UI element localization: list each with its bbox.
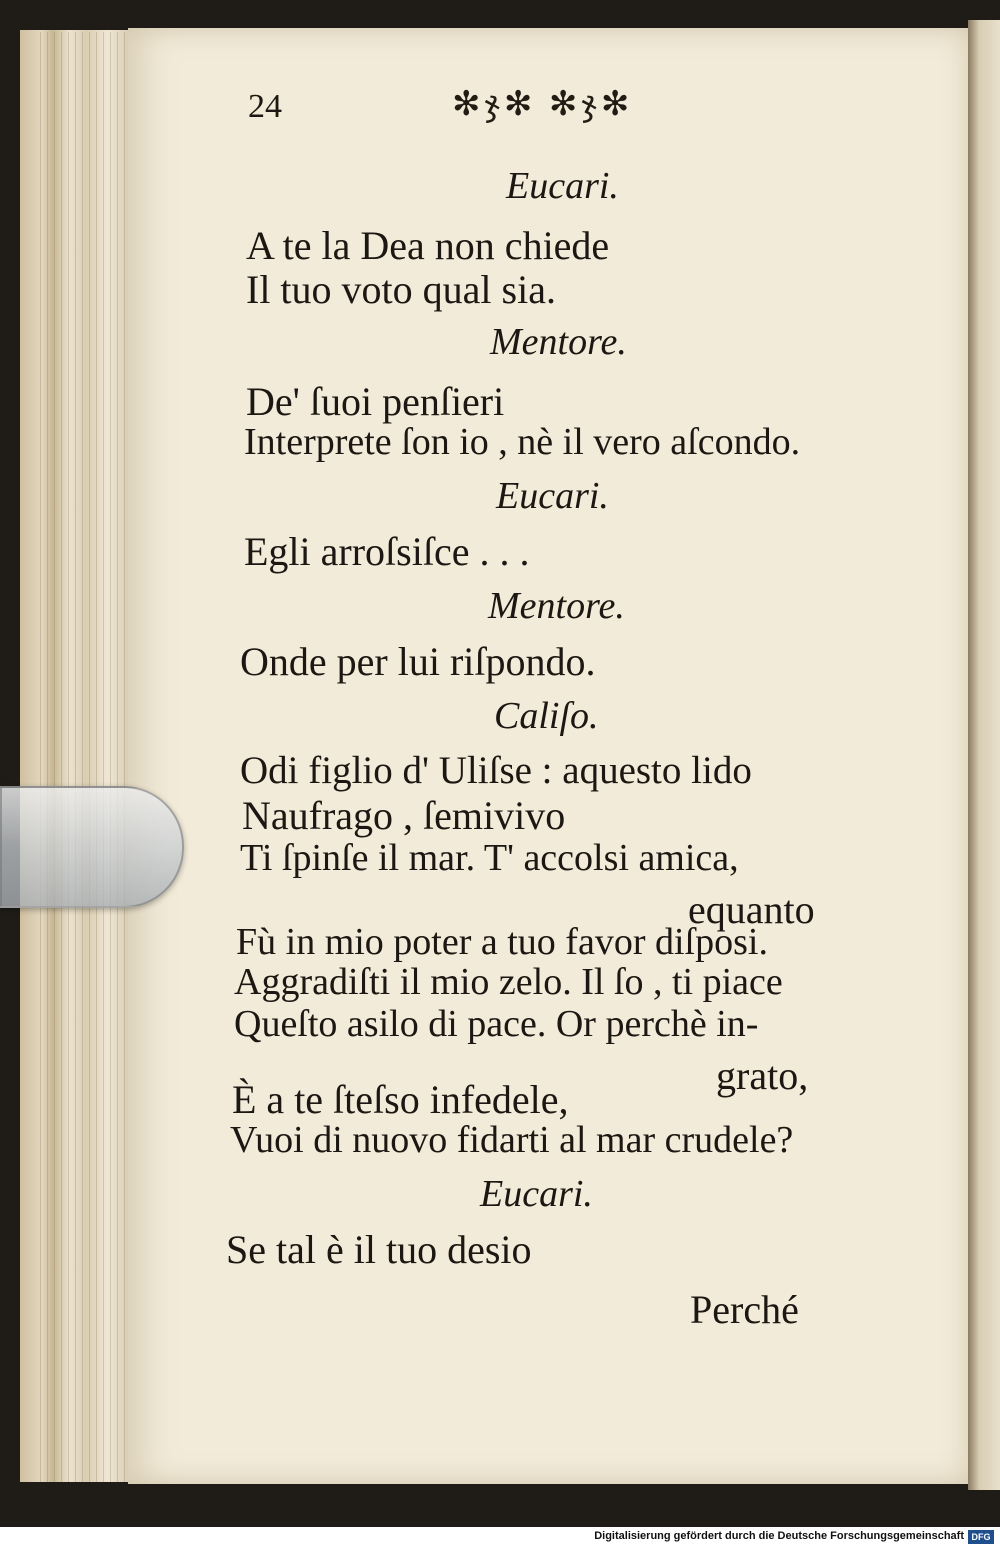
verse-line: Onde per lui riſpondo. <box>240 639 596 684</box>
verse-line: Fù in mio poter a tuo favor diſposi. <box>236 921 768 963</box>
verse-line: grato, <box>716 1053 809 1098</box>
verse-line: Ti ſpinſe il mar. T' accolsi amica, <box>240 837 739 879</box>
page-clip <box>0 786 184 908</box>
catchword: Perché <box>690 1287 799 1332</box>
verse-line: È a te ſteſso infedele, <box>232 1077 569 1122</box>
verse-line: Vuoi di nuovo fidarti al mar crudele? <box>230 1119 794 1161</box>
speaker-label: Eucari. <box>480 1173 593 1215</box>
verse-line: De' ſuoi penſieri <box>246 379 505 424</box>
verse-line: Interprete ſon io , nè il vero aſcondo. <box>244 421 801 463</box>
page-edges <box>40 32 130 1482</box>
verse-line: equanto <box>688 887 815 932</box>
verse-line: Odi figlio d' Uliſse : aquesto lido <box>240 749 752 792</box>
footer-bar <box>0 1527 1000 1548</box>
speaker-label: Mentore. <box>490 321 627 363</box>
facing-page-edge <box>968 20 1000 1490</box>
verse-line: Se tal è il tuo desio <box>226 1227 532 1272</box>
page-number: 24 <box>248 88 282 125</box>
speaker-label: Caliſo. <box>494 695 599 737</box>
verse-line: Egli arroſsiſce . . . <box>244 529 530 574</box>
verse-line: Aggradiſti il mio zelo. Il ſo , ti piace <box>234 961 783 1003</box>
verse-line: Il tuo voto qual sia. <box>246 267 556 312</box>
speaker-label: Mentore. <box>488 585 625 627</box>
verse-line: Queſto asilo di pace. Or perchè in- <box>234 1003 759 1045</box>
verse-line: A te la Dea non chiede <box>246 223 610 268</box>
speaker-label: Eucari. <box>496 475 609 517</box>
funding-credit: Digitalisierung gefördert durch die Deutsche Forschungsgemeinschaft <box>594 1530 964 1542</box>
header-ornament: ✻ჯ✻ ✻ჯ✻ <box>452 86 634 123</box>
speaker-label: Eucari. <box>506 165 619 207</box>
verse-line: Naufrago , ſemivivo <box>242 793 566 838</box>
dfg-logo: DFG <box>968 1530 994 1544</box>
